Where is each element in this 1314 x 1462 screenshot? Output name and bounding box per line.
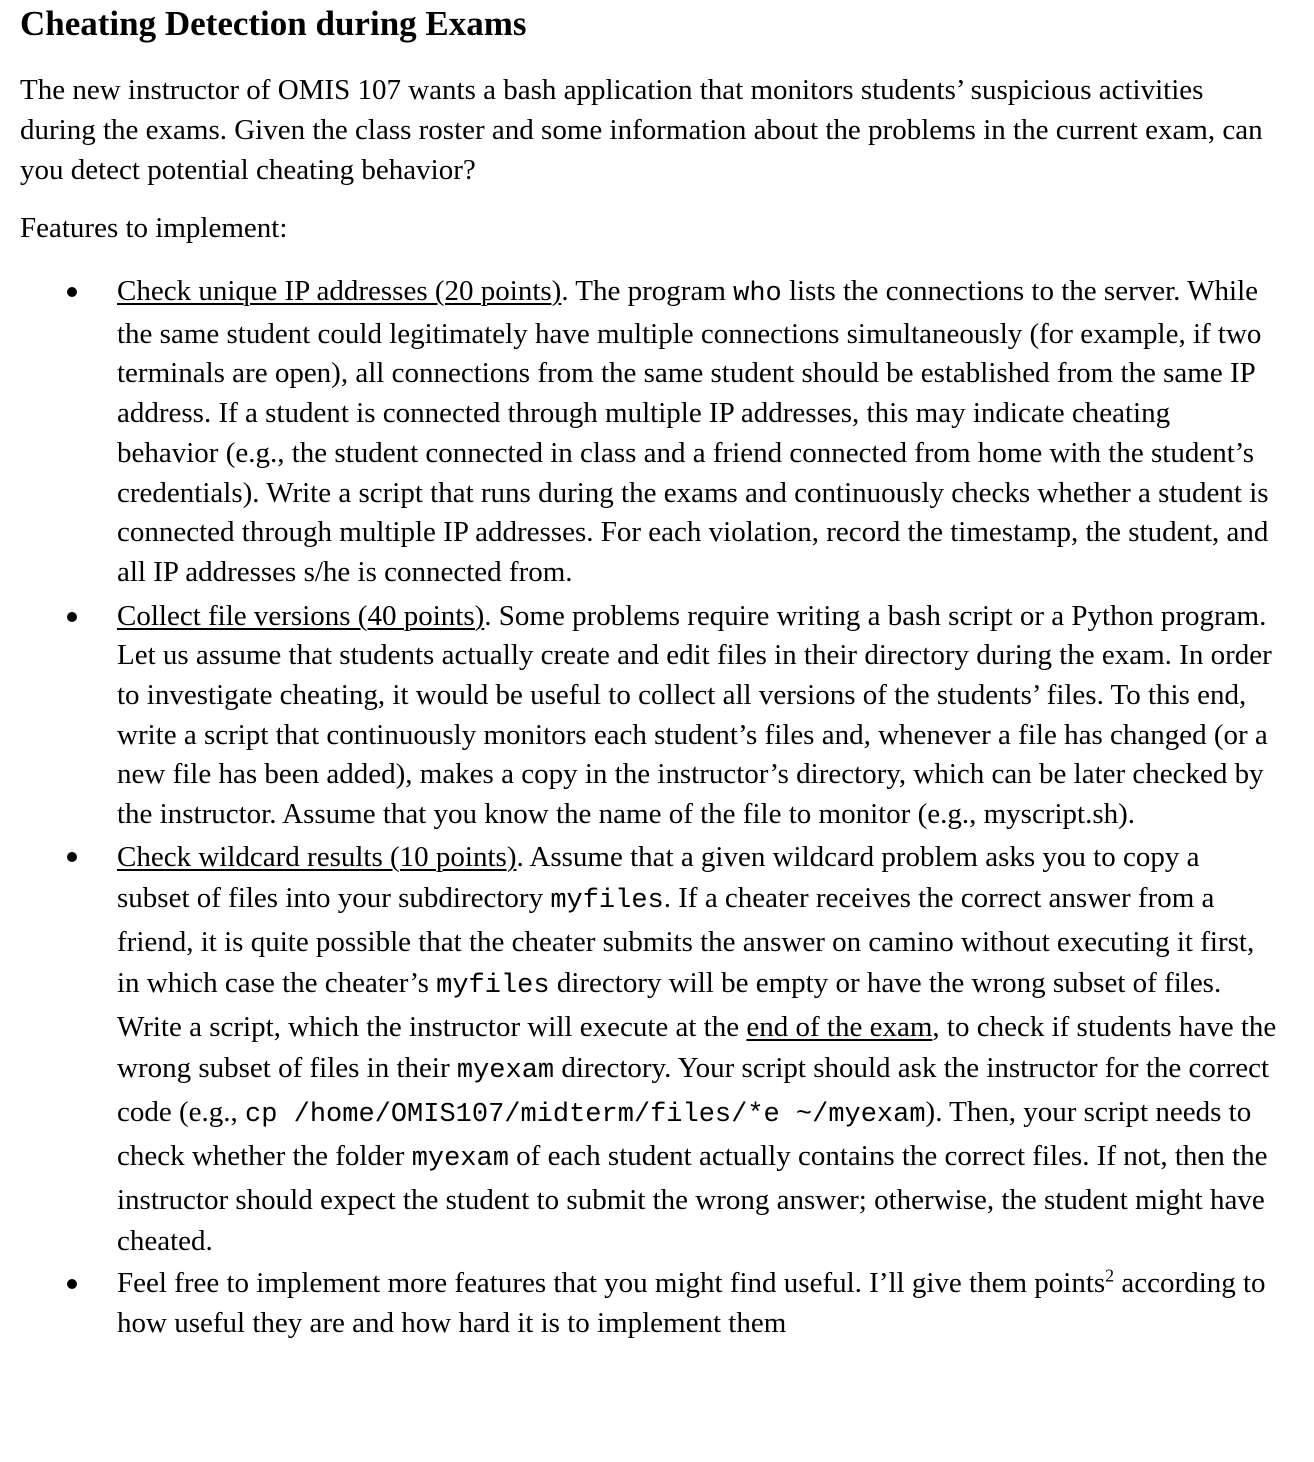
bullet-icon (67, 1279, 77, 1289)
page-title: Cheating Detection during Exams (20, 4, 527, 43)
list-item (20, 597, 1277, 835)
bullet-icon (67, 852, 77, 862)
feature-text: Feel free to implement more features that you might find useful. I’ll give them points (117, 1266, 1106, 1299)
feature-text: directory. Your script should ask the instructor for the correct code (e.g., (117, 1051, 1269, 1128)
feature-text: , to check if students have the wrong subset of files in their (117, 1010, 1277, 1084)
feature-text: of each student actually contains the correct files. If not, then the instructor should expect the student to submit the wrong answer; otherwise, the student might have cheated. (117, 1139, 1268, 1257)
feature-heading: Check unique IP addresses (20 points) (117, 275, 562, 307)
inline-code: myexam (456, 1055, 555, 1086)
inline-code: myfiles (550, 885, 664, 916)
inline-code: myexam (411, 1143, 509, 1174)
feature-text: directory will be empty or have the wrong subset of files. Write a script, which the instructor will execute at the (117, 966, 1222, 1043)
features-list (20, 272, 1294, 1343)
footnote-marker: 2 (1105, 1265, 1115, 1286)
list-item (20, 837, 1277, 1262)
feature-text: lists the connections to the server. While the same student could legitimately have multiple connections simultaneously (for example, if two terminals are open), all connections from the same student should be established from the same IP address. If a student is connected through multiple IP addresses, this may indicate cheating behavior (e.g., the student connected in class and a friend connected from home with the student’s credentials). Write a script that runs during the exams and continuously checks whether a student is connected through multiple IP addresses. For each violation, record the timestamp, the student, and all IP addresses s/he is connected from. (117, 275, 1269, 588)
inline-code: cp /home/OMIS107/midterm/files/*e ~/myexam (245, 1099, 926, 1130)
bullet-icon (67, 612, 77, 622)
inline-code: myfiles (436, 970, 550, 1001)
inline-code: who (733, 279, 782, 309)
bullet-icon (67, 287, 77, 297)
list-item (20, 272, 1277, 593)
feature-text: . Some problems require writing a bash script or a Python program. Let us assume that students actually create and edit files in their directory during the exam. In order to investigate cheating, it would be useful to collect all versions of the students’ files. To this end, write a script that continuously monitors each student’s files and, whenever a file has changed (or a new file has been added), makes a copy in the instructor’s directory, which can be later checked by the instructor. Assume that you know the name of the file to monitor (e.g., myscript.sh). (117, 599, 1272, 831)
feature-heading: Check wildcard results (10 points) (117, 840, 517, 873)
feature-heading: Collect file versions (40 points) (117, 599, 485, 632)
feature-text: . If a cheater receives the correct answer from a friend, it is quite possible that the cheater submits the answer on camino without executing it first, in which case the cheater’s (117, 881, 1255, 999)
list-item (20, 1264, 1277, 1343)
feature-text: . The program (561, 275, 734, 307)
feature-text: . Assume that a given wildcard problem asks you to copy a subset of files into your subdirectory (117, 840, 1200, 914)
feature-text: according to how useful they are and how hard it is to implement them (117, 1266, 1266, 1339)
features-label: Features to implement: (20, 212, 288, 244)
underlined-text: end of the exam (746, 1010, 933, 1043)
intro-paragraph: The new instructor of OMIS 107 wants a bash application that monitors students’ suspicious activities during the exams. Given the class roster and some information about the problems in the current exam, can you detect potential cheating behavior? (20, 74, 1263, 186)
document-page (20, 0, 1294, 1343)
feature-text: ). Then, your script needs to check whether the folder (117, 1095, 1252, 1172)
